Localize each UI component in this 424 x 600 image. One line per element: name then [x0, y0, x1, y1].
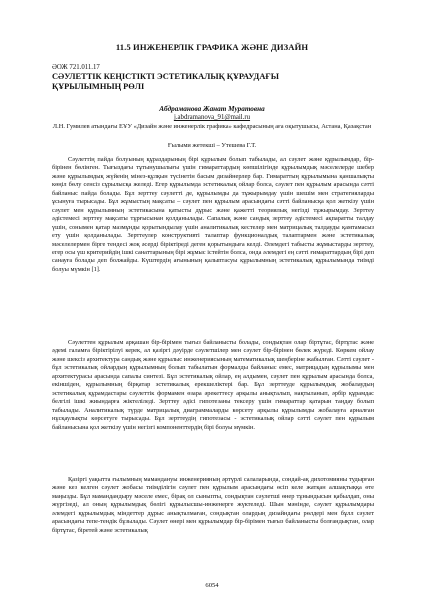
author-affiliation: Л.Н. Гумилев атындағы ЕҰУ «Дизайн және инженерлік графика» кафедрасының аға оқытушысы, Астана, Қазақстан [52, 123, 372, 130]
article-title [52, 72, 372, 92]
author-name: Абдраманова Жанат Муратовна [159, 105, 265, 113]
body-paragraph-2-block [52, 339, 374, 432]
body-paragraph-1-block [52, 156, 374, 274]
section-title: ИНЖЕНЕРЛІК ГРАФИКА ЖӘНЕ ДИЗАЙН [133, 42, 309, 52]
article-title-line2: ҚҰРЫЛЫМНЫҢ РӨЛІ [52, 82, 145, 91]
body-paragraph: Сәулеттен құрылым арқашан бір-бірімен тығыз байланысты болады, сондықтан олар біртұтас, біртұтас және әдемі галамға біріктірілуі керек, ал қазіргі дәуірде сәулетшілер мен сәулет бір-бірінен бөлек жүреді. Көркем ойлау және шексіз архитектура сандық және құрылыс инженериясының математикалық шеңберіне жабылған. Сәтті сәулет - бұл эстетикалық ойлардың құрылымның болып табылатын формалды байланыс емес, матрицадың құрылымы мен архитектурасы арасында сапалы синтезі. Бұл эстетикалық ойлар, ең алдымен, сәулет пен құрылым арасында болса, екіншіден, құрылымның бірқатар эстетикалық ерекшеліктері бар. Бұл зерттеуде құрылымдық жобалаудың эстетикалық құрамдастары сәулеттік формамен өзара әрекеттесу арқылы анықталып, нақтыланып, әрбір құрамдас белгілі ішкі жиындарға жіктеліледі. Зерттеу әдісі гипотезаны тексеру үшін гимараттар қатарын таңдау болып табылады. Аналитикалық түрде матрицалық диаграммаларды көрсету арқылы құрылымды жобалауға арналған нұсқаулықты көрсетуге тырысады. Бұл зерттеудің гипотезасы - эстетикалық ойлар сәтті сәулет пен құрылым байланысына қол жеткізу үшін негізгі компоненттердің бірі болуы мүмкін. [52, 339, 374, 431]
scientific-advisor: Ғылыми жетекші – Утешева Г.Т. [167, 142, 257, 149]
body-paragraph: Қазіргі уақытта ғылымның мамандануы инженерияның әртүрлі салаларында, сондай-ақ дихотомияны тудырған және кез келген сәулет жобасы тиімділігін сәулет пен құрылым арасындағы өсіп келе жатқан алшақтыққа өте маңызды. Бұл мамандандыру мәселе емес, бірақ ол сыныпты, сондықтан сәулетші өнер тұнындысын қабылдап, оны жүргізеді, ал оның құрылымдық бөлігі құрылысшы-инженерге жүктеледі. Шын мәнінде, сәулет құрылымдары әлемдегі құрылымдық міндеттер дұрыс анықталмаған, сондықтан олардың дизайндағы рөлдері мен бұлл сәулет арасындағы тепе-тендік бұзылады. Сәулет өнері мен құрылымдар бір-бірімен тығыз байланысты болғандықтан, олар біртұтас, біретей және эстетикалық [52, 476, 374, 534]
section-header [0, 42, 424, 52]
page-number: 6054 [205, 582, 219, 589]
body-paragraph-3-block [52, 476, 374, 535]
section-number: 11.5 [115, 42, 131, 52]
body-paragraph: Сәулеттің пайда болуының құраздарының бірі құрылым болып табылады, ал сәулет және құрылымдар, бір-бірінен бөлінген. Тығыздағы тұтынушылығы үшін гимараттардың көпшілігінде құрылымдық мәселелерде шебер және құрылымдық жүйенің мінез-құлқын түсінетін басым дизайнерлер бар. Гимараттың құрылымына қаншалықты көңіл бөлу сенсіз сұрылысқа желеді. Егер құрылымда эстетикалық ойлар болса, сәулет пен құрылым арасында сәтті байланыс пайда болады. Бұл зерттеу сәулетті де, құрылымды да тұжырымдау үшін шешім мен стратегияларды ұсынуға тырысады. Бұл жұмыстың мақсаты – сәулет пен құрылым арасындағы сәтті байланысқа қол жеткізу үшін сәулет мен құрылымның эстетикасына қатысты дұрыс және қажетті теориялық негізді тұжырымдау. Зерттеу әдістемесі зерттеу мақсаты тұрғысынан қолданылады. Сапалық және сандық зерттеу әдістемесі ақпаратты талдау үшін, сонымен қатар мазмұнды қорытындылау үшін аналитикалық кестелер мен матрицалық талдауды қамтамасыз ету үшін қолданылады. Зерттеулер конструктивті талаптар функционалдық талаптармен және эстетикалық мәселелермен бірге тендесі жоқ әсерді біріктіреді деген қорытындыға келді. Әлемдегі табысты жұмыстарды зерттеу, егер осы үш критерийдің ішкі санаттарының бірі жұмыс істейтін болса, онда әлемдегі ең сәтті ғимараттардың бірі деп санауға болады деп болжайды. Күштердің ағынының қалыптасуы құрылымның эстетикалық құрылымында тиімді болуы мүмкін [1]. [52, 156, 374, 273]
udc-code: ӘОЖ 721.011.17 [52, 64, 100, 71]
author-email[interactable]: j.abdramanova_91@mail.ru [173, 114, 251, 121]
article-title-line1: СӘУЛЕТТІК КЕҢІСТІКТІ ЭСТЕТИКАЛЫҚ ҚҰРАУДАҒЫ [52, 72, 279, 81]
